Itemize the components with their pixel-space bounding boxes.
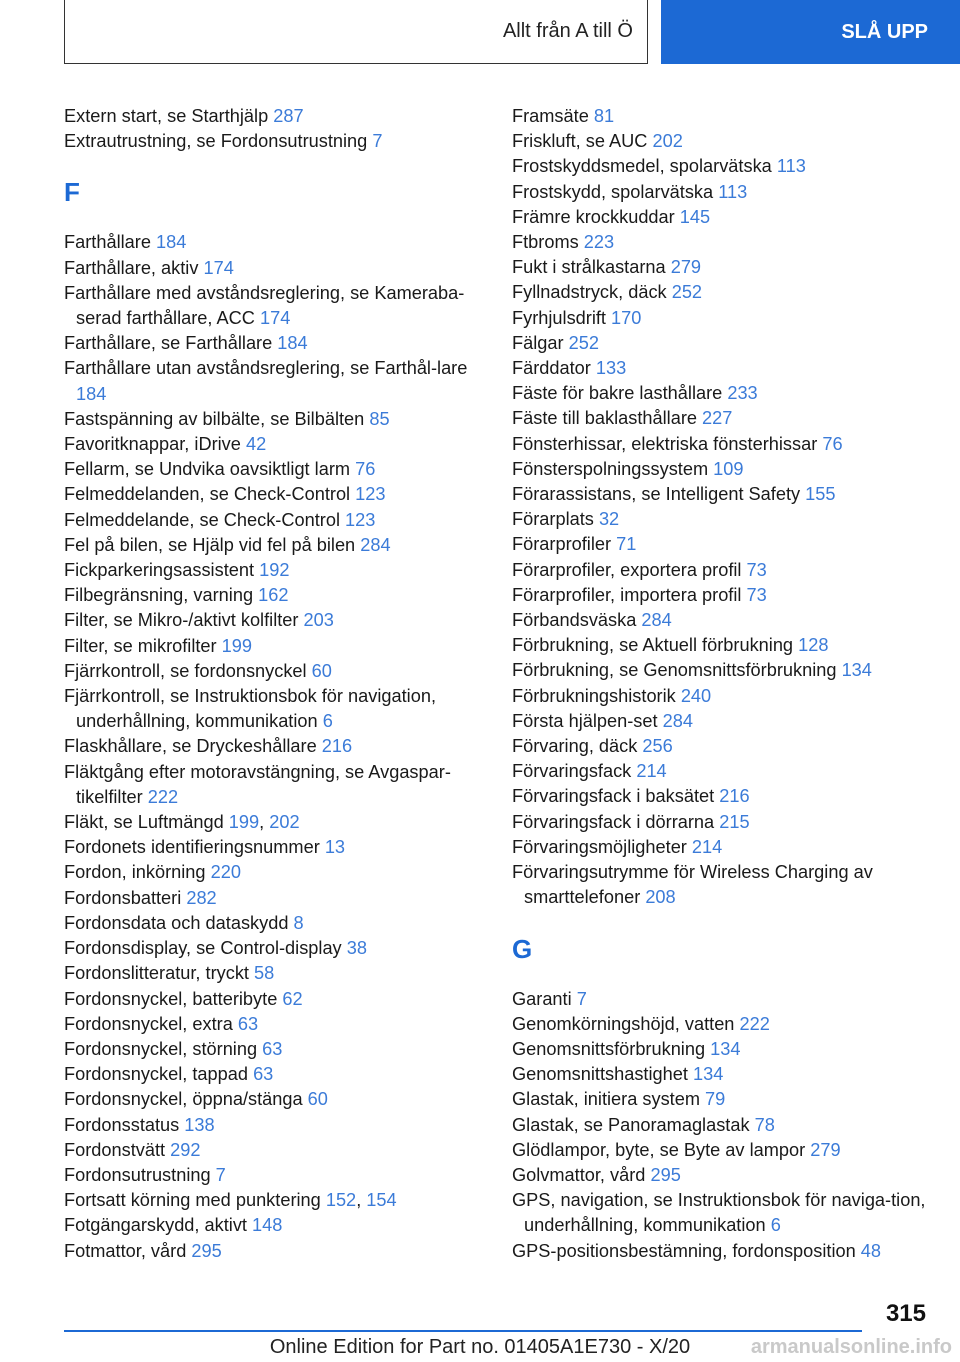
index-entry: [512, 583, 942, 608]
index-entry: [64, 961, 494, 986]
page-ref-link[interactable]: 113: [776, 156, 806, 177]
index-entry: [64, 432, 494, 457]
page-ref-link[interactable]: 174: [203, 257, 234, 278]
page-ref-link[interactable]: 282: [186, 887, 217, 908]
page-ref-link[interactable]: 58: [254, 963, 275, 984]
index-entry: [64, 533, 494, 558]
page-ref-link[interactable]: 60: [307, 1089, 328, 1110]
index-entry: [64, 256, 494, 281]
index-entry: [512, 709, 942, 734]
index-column-left: [64, 104, 494, 1264]
index-entry-term: Förbrukning, se Aktuell förbrukning: [512, 635, 799, 656]
index-entry: [64, 482, 494, 507]
index-entry-term: Fordonsdisplay, se Control-display: [64, 938, 347, 959]
index-entry-term: Fel på bilen, se Hjälp vid fel på bilen: [64, 534, 361, 555]
index-entry-term: Förvaring, däck: [512, 736, 643, 757]
index-entry: [512, 381, 942, 406]
index-entry-term: Fordonstvätt: [64, 1139, 171, 1160]
index-entry: [512, 633, 942, 658]
index-entry: [512, 1012, 942, 1037]
index-entry-term: Fordonets identifieringsnummer: [64, 837, 325, 858]
index-entry: [512, 1239, 942, 1264]
index-entry: [64, 659, 494, 684]
index-entry: [512, 1163, 942, 1188]
index-entry: [64, 886, 494, 911]
index-entry-term: Fukt i strålkastarna: [512, 257, 671, 278]
index-entry: [64, 734, 494, 759]
page-ref-link[interactable]: 63: [253, 1064, 274, 1085]
index-entry: [64, 860, 494, 885]
page-ref-link[interactable]: 63: [262, 1038, 283, 1059]
index-entry: [64, 1062, 494, 1087]
index-entry: [64, 129, 494, 154]
index-entry-term: Felmeddelande, se Check-Control: [64, 509, 346, 530]
index-entry-term: Farthållare med avståndsreglering, se Kameraba-serad farthållare, ACC: [64, 282, 465, 329]
index-entry: [64, 760, 494, 810]
ref-separator: ,: [259, 812, 270, 833]
index-entry: [512, 608, 942, 633]
index-entry: [64, 1239, 494, 1264]
index-entry-term: Filter, se Mikro-/aktivt kolfilter: [64, 610, 304, 631]
index-entry: [512, 1087, 942, 1112]
edition-text: Online Edition for Part no. 01405A1E730 - X/20: [269, 1336, 691, 1358]
page-ref-link[interactable]: 284: [641, 610, 672, 631]
index-entry: [64, 911, 494, 936]
index-entry: [64, 835, 494, 860]
section-tab[interactable]: [64, 0, 648, 64]
lookup-label: SLÅ UPP: [841, 20, 928, 43]
page-ref-link[interactable]: 145: [679, 206, 711, 227]
page-ref-link[interactable]: 7: [372, 131, 383, 152]
index-entry: [512, 255, 942, 280]
page-ref-link[interactable]: 48: [860, 1240, 882, 1261]
page-ref-link[interactable]: 287: [273, 106, 304, 126]
index-entry-term: Förarassistans, se Intelligent Safety: [512, 484, 806, 505]
page-ref-link[interactable]: 162: [258, 585, 289, 606]
watermark: armanualsonline.info: [750, 1336, 952, 1358]
section-title: Allt från A till Ö: [502, 20, 633, 42]
page-ref-link[interactable]: 73: [746, 559, 767, 580]
index-entry: [64, 457, 494, 482]
page-ref-link[interactable]: 71: [616, 534, 637, 555]
index-entry-term: Fläkt, se Luftmängd: [64, 812, 229, 833]
index-entry-term: Felmeddelanden, se Check-Control: [64, 484, 356, 505]
page-ref-link[interactable]: 203: [303, 610, 334, 631]
index-entry-term: Glastak, se Panoramaglastak: [512, 1114, 755, 1135]
page-ref-link[interactable]: 133: [595, 358, 627, 379]
page-ref-link[interactable]: 109: [713, 458, 744, 479]
index-column-right: [512, 104, 942, 1264]
index-entry: [512, 507, 942, 532]
index-entry: [512, 432, 942, 457]
page-ref-link[interactable]: 42: [245, 434, 267, 455]
index-entry-term: Förbrukningshistorik: [512, 685, 681, 706]
index-entry: [512, 306, 942, 331]
page-ref-link[interactable]: 227: [702, 408, 733, 429]
index-letter-heading: F: [64, 177, 80, 208]
index-entry: [64, 1213, 494, 1238]
index-entry: [64, 634, 494, 659]
page-ref-link[interactable]: 184: [156, 232, 187, 253]
page-ref-link[interactable]: 32: [598, 509, 620, 530]
page-ref-link[interactable]: 220: [210, 862, 241, 883]
index-entry: [64, 1113, 494, 1138]
index-entry: [512, 104, 942, 129]
index-entry-term: Fotgängarskydd, aktivt: [64, 1215, 253, 1236]
page-ref-link[interactable]: 8: [293, 912, 304, 933]
index-entry-term: Flaskhållare, se Dryckeshållare: [64, 736, 322, 757]
index-entry: [64, 1037, 494, 1062]
page-ref-link[interactable]: 138: [184, 1114, 215, 1135]
page-ref-link[interactable]: 85: [369, 408, 390, 429]
index-entry: [512, 1188, 942, 1238]
index-entry: [512, 1037, 942, 1062]
index-entry-term: Förvaringsfack: [512, 761, 637, 782]
index-entry-term: Farthållare: [64, 232, 156, 253]
index-entry-term: Farthållare utan avståndsreglering, se Farthål-lare: [64, 358, 468, 379]
index-entry-term: Fjärrkontroll, se fordonsnyckel: [64, 660, 312, 681]
page-ref-link[interactable]: 216: [321, 736, 353, 757]
page-ref-link[interactable]: 73: [746, 584, 767, 605]
index-entry-term: Fordonsnyckel, störning: [64, 1038, 263, 1059]
page-ref-link[interactable]: 148: [252, 1215, 283, 1236]
index-entry-term: Fläktgång efter motoravstängning, se Avgaspar-tikelfilter: [64, 761, 451, 807]
page-ref-link[interactable]: 284: [360, 534, 391, 555]
page-ref-link[interactable]: 215: [719, 811, 750, 832]
index-entry: [64, 1188, 494, 1213]
page-ref-link[interactable]: 256: [642, 736, 673, 757]
page-ref-link[interactable]: 199: [228, 812, 260, 833]
index-entry-term: Frostskydd, spolarvätska: [512, 181, 719, 202]
page-ref-link[interactable]: 134: [692, 1064, 724, 1085]
index-entry-term: Fortsatt körning med punktering: [64, 1190, 326, 1211]
index-entry-term: Förvaringsmöjligheter: [512, 836, 692, 857]
index-entry-term: Friskluft, se AUC: [512, 131, 653, 152]
page-ref-link[interactable]: 284: [662, 710, 693, 731]
page-ref-link[interactable]: 192: [259, 560, 290, 581]
index-entry-term: Fordonsnyckel, öppna/stänga: [64, 1089, 308, 1110]
page-ref-link[interactable]: 134: [710, 1038, 741, 1059]
ref-separator: ,: [356, 1190, 367, 1211]
index-entry: [512, 558, 942, 583]
page-ref-link[interactable]: 76: [355, 459, 376, 480]
page-ref-link[interactable]: 38: [346, 938, 367, 959]
index-entry-term: Glödlampor, byte, se Byte av lampor: [512, 1139, 811, 1160]
index-entry-term: Fordonsstatus: [64, 1114, 185, 1135]
index-entry-term: Fjärrkontroll, se Instruktionsbok för navigation, underhållning, kommunikation: [64, 686, 437, 732]
index-entry: [64, 987, 494, 1012]
page-ref-link[interactable]: 184: [277, 333, 308, 354]
index-entry-term: Favoritknappar, iDrive: [64, 434, 246, 455]
page-ref-link[interactable]: 76: [822, 433, 843, 454]
index-entry: [64, 104, 494, 129]
index-entry-term: Filbegränsning, varning: [64, 585, 259, 606]
index-entry: [512, 860, 942, 910]
page-ref-link[interactable]: 252: [568, 332, 599, 353]
page-ref-link[interactable]: 202: [652, 131, 683, 152]
page-ref-link[interactable]: 78: [754, 1114, 775, 1135]
index-entry: [512, 734, 942, 759]
index-entry-term: Förarplats: [512, 509, 599, 530]
page-ref-link[interactable]: 128: [798, 635, 829, 656]
page-ref-link[interactable]: 113: [718, 181, 748, 202]
page-ref-link[interactable]: 214: [636, 761, 667, 782]
page-ref-link[interactable]: 6: [322, 711, 333, 732]
index-entry-term: Golvmattor, vård: [512, 1164, 651, 1185]
page-ref-link[interactable]: 295: [650, 1164, 681, 1185]
index-entry: [512, 684, 942, 709]
page-ref-link[interactable]: 63: [237, 1013, 259, 1034]
index-entry-term: Genomkörningshöjd, vatten: [512, 1013, 740, 1034]
page-ref-link[interactable]: 123: [355, 484, 386, 505]
page-ref-link[interactable]: 62: [282, 988, 303, 1009]
page-ref-link[interactable]: 7: [215, 1164, 226, 1185]
index-entry-term: Förarprofiler: [512, 534, 617, 555]
index-entry-term: Fastspänning av bilbälte, se Bilbälten: [64, 408, 370, 429]
index-entry-term: Fordonsnyckel, extra: [64, 1013, 238, 1034]
index-entry-term: Förvaringsutrymme för Wireless Charging av smarttelefoner: [512, 862, 873, 908]
page-ref-link[interactable]: 223: [583, 232, 615, 253]
index-entry-term: Fordonsutrustning: [64, 1164, 216, 1185]
page-ref-link[interactable]: 154: [366, 1190, 397, 1211]
index-entry-term: Främre krockkuddar: [512, 206, 680, 227]
page-ref-link[interactable]: 295: [191, 1240, 222, 1261]
index-entry: [64, 230, 494, 255]
index-entry-term: Fordonslitteratur, tryckt: [64, 963, 255, 984]
page-ref-link[interactable]: 214: [691, 836, 723, 857]
index-entry-term: Förbrukning, se Genomsnittsförbrukning: [512, 660, 842, 681]
index-entry-term: Fönsterspolningssystem: [512, 458, 714, 479]
index-entry: [512, 1138, 942, 1163]
index-entry-term: Fyllnadstryck, däck: [512, 282, 672, 303]
index-entry: [512, 356, 942, 381]
index-entry: [64, 684, 494, 734]
index-entry-term: Förarprofiler, importera profil: [512, 584, 747, 605]
index-entry-term: Garanti: [512, 988, 577, 1009]
index-entry: [512, 1062, 942, 1087]
index-entry: [64, 1087, 494, 1112]
index-entry-term: Extern start, se Starthjälp: [64, 106, 274, 126]
index-entry: [512, 784, 942, 809]
page-ref-link[interactable]: 233: [727, 383, 758, 404]
index-entry-term: Fotmattor, vård: [64, 1240, 192, 1261]
index-entry: [64, 810, 494, 835]
index-entry-term: Första hjälpen-set: [512, 710, 663, 731]
index-entry: [64, 508, 494, 533]
index-entry: [64, 558, 494, 583]
index-entry: [512, 987, 942, 1012]
index-entry-term: Fönsterhissar, elektriska fönsterhissar: [512, 433, 823, 454]
index-entry: [64, 1138, 494, 1163]
index-entry-term: Genomsnittshastighet: [512, 1064, 693, 1085]
page-ref-link[interactable]: 240: [680, 685, 712, 706]
index-entry: [512, 406, 942, 431]
page-ref-link[interactable]: 199: [221, 635, 253, 656]
page-ref-link[interactable]: 174: [259, 308, 291, 329]
index-entry: [512, 331, 942, 356]
index-entry: [64, 1012, 494, 1037]
index-entry-term: Fordonsdata och dataskydd: [64, 912, 294, 933]
index-entry: [512, 154, 942, 179]
page-ref-link[interactable]: 6: [770, 1215, 781, 1236]
page-ref-link[interactable]: 7: [576, 988, 587, 1009]
index-entry: [512, 180, 942, 205]
index-entry: [512, 1113, 942, 1138]
index-entry-term: Framsäte: [512, 106, 594, 126]
index-entry-term: Förvaringsfack i dörrarna: [512, 811, 720, 832]
page-ref-link[interactable]: 184: [76, 383, 107, 404]
index-entry: [64, 608, 494, 633]
index-entry-term: Farthållare, se Farthållare: [64, 333, 278, 354]
page-ref-link[interactable]: 279: [810, 1139, 841, 1160]
index-entry-term: Fälgar: [512, 332, 569, 353]
index-entry-term: Förarprofiler, exportera profil: [512, 559, 747, 580]
index-entry: [64, 356, 494, 406]
index-entry-term: Fyrhjulsdrift: [512, 307, 612, 328]
page-ref-link[interactable]: 155: [805, 484, 836, 505]
page-number: 315: [885, 1300, 926, 1327]
index-letter-heading: G: [512, 933, 533, 964]
index-entry-term: Fäste till baklasthållare: [512, 408, 703, 429]
index-entry: [512, 759, 942, 784]
index-entry-term: Extrautrustning, se Fordonsutrustning: [64, 131, 373, 152]
page-ref-link[interactable]: 123: [345, 509, 376, 530]
index-entry: [512, 457, 942, 482]
index-entry: [64, 407, 494, 432]
index-entry: [64, 936, 494, 961]
index-entry: [64, 331, 494, 356]
index-entry-term: Filter, se mikrofilter: [64, 635, 222, 656]
footer-divider: [64, 1330, 862, 1332]
index-entry-term: Fordonsnyckel, tappad: [64, 1064, 254, 1085]
index-entry: [512, 810, 942, 835]
page-ref-link[interactable]: 279: [670, 257, 702, 278]
page-ref-link[interactable]: 202: [269, 812, 300, 833]
index-entry: [512, 205, 942, 230]
index-entry: [512, 230, 942, 255]
page-ref-link[interactable]: 134: [841, 660, 872, 681]
index-entry: [512, 658, 942, 683]
index-entry-term: Glastak, initiera system: [512, 1089, 706, 1110]
index-entry-term: Genomsnittsförbrukning: [512, 1038, 711, 1059]
page-ref-link[interactable]: 81: [593, 106, 615, 126]
index-entry-term: Fickparkeringsassistent: [64, 560, 260, 581]
index-entry-term: GPS, navigation, se Instruktionsbok för naviga-tion, underhållning, kommunikation: [512, 1190, 926, 1236]
index-entry-term: Förvaringsfack i baksätet: [512, 786, 720, 807]
index-entry-term: Frostskyddsmedel, spolarvätska: [512, 156, 777, 177]
page-ref-link[interactable]: 13: [324, 837, 346, 858]
index-entry-term: GPS-positionsbestämning, fordonsposition: [512, 1240, 861, 1261]
index-entry: [512, 280, 942, 305]
index-entry: [64, 1163, 494, 1188]
index-entry: [64, 281, 494, 331]
index-entry-term: Fordonsnyckel, batteribyte: [64, 988, 283, 1009]
page-ref-link[interactable]: 222: [739, 1013, 770, 1034]
page-ref-link[interactable]: 60: [311, 660, 332, 681]
index-entry-term: Färddator: [512, 358, 596, 379]
index-entry-term: Fäste för bakre lasthållare: [512, 383, 728, 404]
index-entry: [512, 482, 942, 507]
page-ref-link[interactable]: 79: [705, 1089, 726, 1110]
page-ref-link[interactable]: 252: [671, 282, 703, 303]
page-ref-link[interactable]: 170: [611, 307, 642, 328]
index-entry: [512, 835, 942, 860]
index-entry: [512, 129, 942, 154]
page-ref-link[interactable]: 216: [719, 786, 750, 807]
index-entry-term: Fordonsbatteri: [64, 887, 187, 908]
index-entry-term: Förbandsväska: [512, 610, 642, 631]
index-entry-term: Fellarm, se Undvika oavsiktligt larm: [64, 459, 356, 480]
page-ref-link[interactable]: 152: [325, 1190, 357, 1211]
index-entry: [64, 583, 494, 608]
index-entry-term: Ftbroms: [512, 232, 584, 253]
page-ref-link[interactable]: 208: [645, 887, 676, 908]
page-ref-link[interactable]: 222: [147, 786, 179, 807]
index-entry: [512, 532, 942, 557]
index-entry-term: Farthållare, aktiv: [64, 257, 204, 278]
lookup-tab[interactable]: [661, 0, 960, 64]
index-entry-term: Fordon, inkörning: [64, 862, 211, 883]
page-ref-link[interactable]: 292: [170, 1139, 201, 1160]
